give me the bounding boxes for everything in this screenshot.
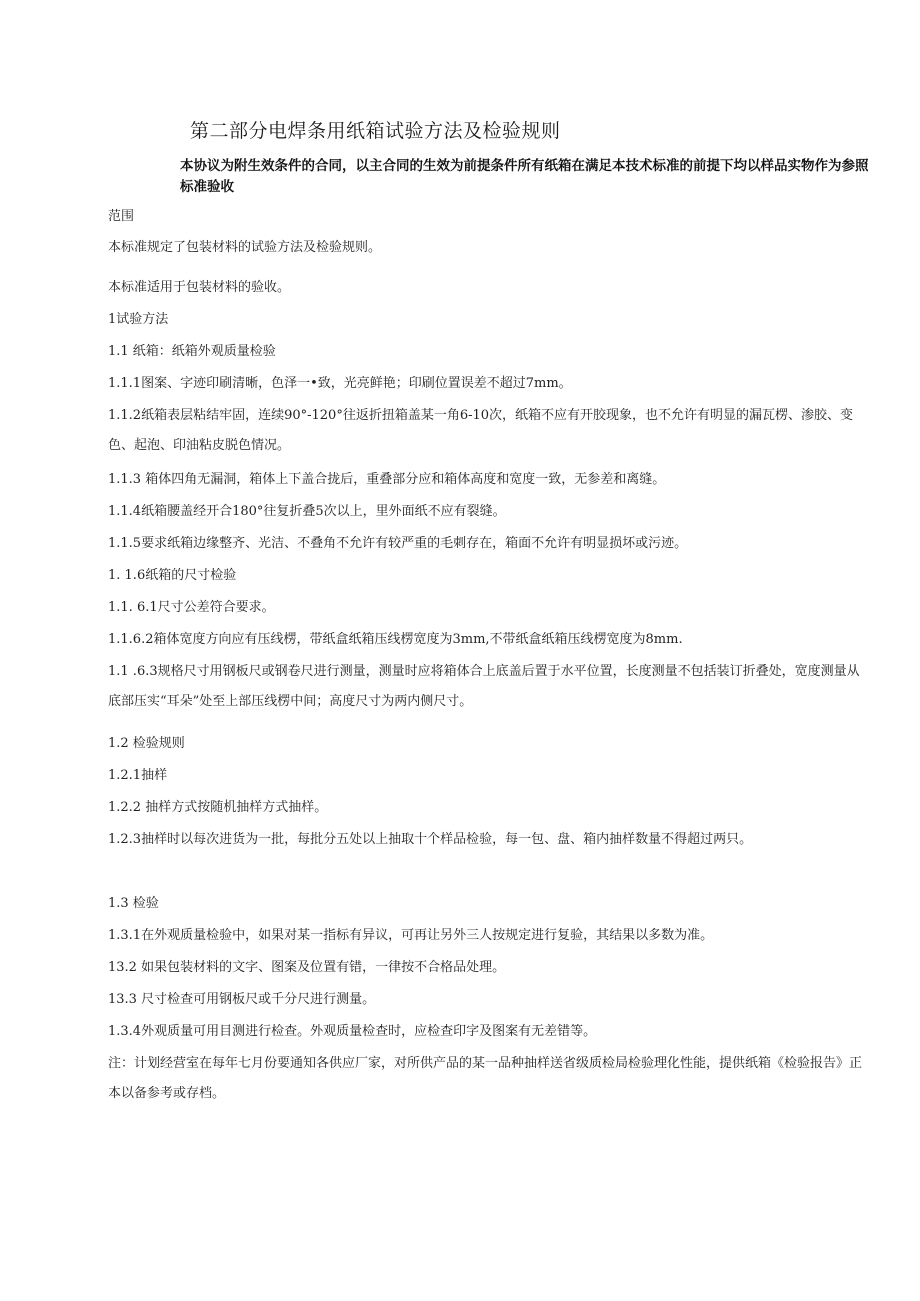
paragraph: 1.3.4外观质量可用目测进行检查。外观质量检查时，应检查印字及图案有无差错等。 bbox=[108, 1024, 597, 1039]
contract-notice: 本协议为附生效条件的合同，以主合同的生效为前提条件所有纸箱在满足本技术标准的前提下均以样品实物作为参照标准验收 bbox=[180, 158, 869, 195]
section-heading: 1试验方法 bbox=[108, 312, 169, 327]
paragraph-scope-heading: 范围 bbox=[108, 209, 135, 224]
paragraph: 13.2 如果包装材料的文字、图案及位置有错，一律按不合格品处理。 bbox=[108, 960, 506, 975]
paragraph: 1.3.1在外观质量检验中，如果对某一指标有异议，可再让另外三人按规定进行复验，其结果以多数为准。 bbox=[108, 928, 714, 943]
paragraph: 1.1.6.2箱体宽度方向应有压线楞，带纸盒纸箱压线楞宽度为3mm,不带纸盒纸箱压线楞宽度为8mm. bbox=[108, 632, 683, 647]
paragraph: 1.2.3抽样时以每次进货为一批，每批分五处以上抽取十个样品检验，每一包、盘、箱内抽样数量不得超过两只。 bbox=[108, 832, 753, 847]
paragraph: 1.2.2 抽样方式按随机抽样方式抽样。 bbox=[108, 800, 328, 815]
paragraph: 1. 1.6纸箱的尺寸检验 bbox=[108, 568, 237, 583]
note-paragraph: 注：计划经营室在每年七月份要通知各供应厂家，对所供产品的某一品种抽样送省级质检局检验理化性能，提供纸箱《检验报告》正本以备参考或存档。 bbox=[108, 1056, 863, 1101]
paragraph: 1.1.4纸箱腰盖经开合180°往复折叠5次以上，里外面纸不应有裂缝。 bbox=[108, 504, 506, 519]
paragraph: 1.1. 6.1尺寸公差符合要求。 bbox=[108, 600, 275, 615]
paragraph: 1.1.5要求纸箱边缘整齐、光洁、不叠角不允许有较严重的毛刺存在，箱面不允许有明显损坏或污迹。 bbox=[108, 536, 688, 551]
paragraph: 1.1.1图案、字迹印刷清晰，色泽一•致，光亮鲜艳；印刷位置误差不超过7mm。 bbox=[108, 376, 572, 391]
subsection-heading: 1.1 纸箱：纸箱外观质量检验 bbox=[108, 344, 276, 359]
subsection-heading: 1.2 检验规则 bbox=[108, 736, 185, 751]
paragraph: 本标准适用于包装材料的验收。 bbox=[108, 280, 291, 295]
paragraph: 本标准规定了包装材料的试验方法及检验规则。 bbox=[108, 240, 382, 255]
paragraph: 1.2.1抽样 bbox=[108, 768, 168, 783]
paragraph: 1.1.2纸箱表层粘结牢固，连续90°-120°往返折扭箱盖某一角6-10次，纸箱不应有开胶现象，也不允许有明显的漏瓦楞、渗胶、变色、起泡、印油粘皮脱色情况。 bbox=[108, 408, 854, 453]
paragraph: 1.1 .6.3规格尺寸用钢板尺或钢卷尺进行测量，测量时应将箱体合上底盖后置于水平位置，长度测量不包括装订折叠处，宽度测量从底部压实“耳朵”处至上部压线楞中间；高度尺寸为两内侧尺寸。 bbox=[108, 664, 860, 709]
document-title: 第二部分电焊条用纸箱试验方法及检验规则 bbox=[190, 120, 561, 142]
subsection-heading: 1.3 检验 bbox=[108, 896, 159, 911]
paragraph: 1.1.3 箱体四角无漏洞，箱体上下盖合拢后，重叠部分应和箱体高度和宽度一致，无参差和离缝。 bbox=[108, 472, 666, 487]
paragraph: 13.3 尺寸检查可用钢板尺或千分尺进行测量。 bbox=[108, 992, 376, 1007]
